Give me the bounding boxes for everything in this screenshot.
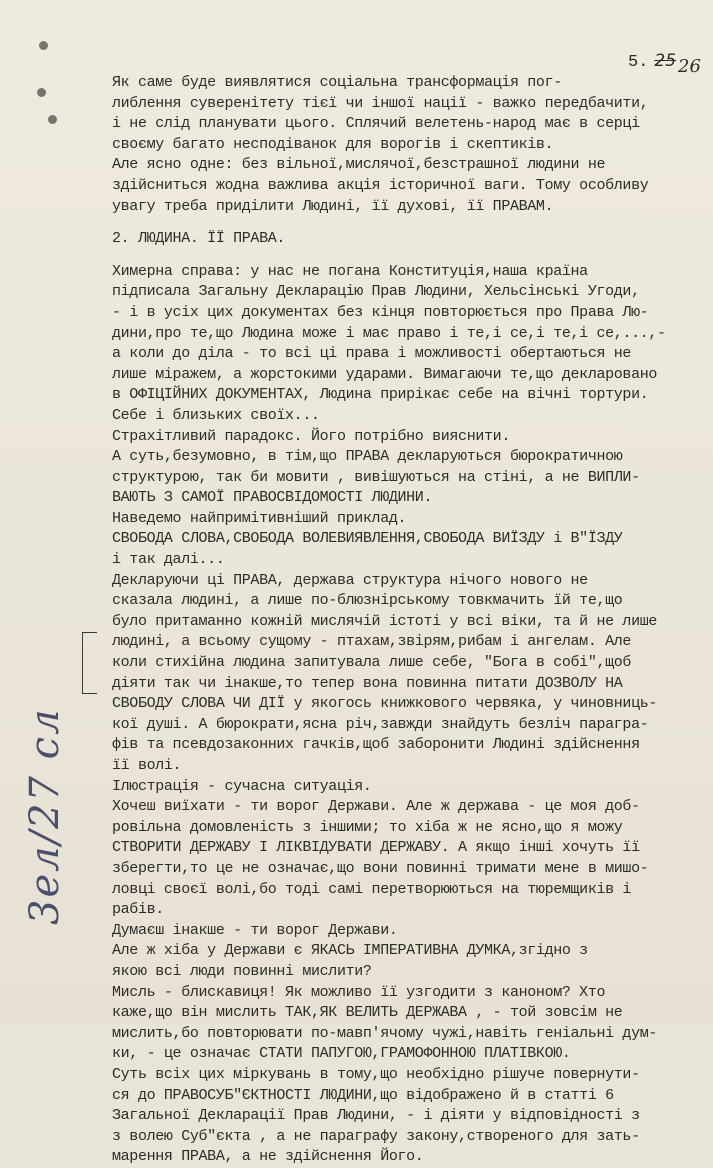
text-line: Наведемо найпримітивніший приклад. bbox=[112, 509, 407, 527]
line-gap bbox=[112, 250, 704, 262]
page-number bbox=[628, 50, 701, 77]
text-line: Але ясно одне: без вільної,мислячої,безстрашної людини не bbox=[112, 156, 606, 174]
text-line: структурою, так би мовити , вивішуються на стіні, а не ВИПЛИ- bbox=[112, 468, 640, 486]
punch-hole bbox=[48, 115, 57, 124]
text-line: діяти так чи інакше,то тепер вона повинна питати ДОЗВОЛУ НА bbox=[112, 674, 623, 692]
text-line: якою всі люди повинні мислити? bbox=[112, 962, 372, 980]
text-line: СТВОРИТИ ДЕРЖАВУ І ЛІКВІДУВАТИ ДЕРЖАВУ. А якщо інші хочуть її bbox=[112, 839, 640, 857]
text-line: і не слід планувати цього. Сплячий велетень-народ має в серці bbox=[112, 115, 640, 133]
text-line: коли стихійна людина запитувала лише себе, "Бога в собі",щоб bbox=[112, 654, 632, 672]
text-line: своєму багато несподіванок для ворогів і скептиків. bbox=[112, 135, 554, 153]
text-line: здійсниться жодна важлива акція історичної ваги. Тому особливу bbox=[112, 176, 649, 194]
text-line: кої душі. А бюрократи,ясна річ,завжди знайдуть безліч парагра- bbox=[112, 715, 649, 733]
text-line: Страхітливий парадокс. Його потрібно вияснити. bbox=[112, 427, 510, 445]
text-line: лише міражем, а жорстокими ударами. Вимагаючи те,що декларовано bbox=[112, 365, 658, 383]
text-line: сказала людині, а лише по-блюзнірському товкмачить їй те,що bbox=[112, 592, 623, 610]
text-line: в ОФІЦІЙНИХ ДОКУМЕНТАХ, Людина прирікає себе на вічні тортури. bbox=[112, 386, 649, 404]
text-line: фів та псевдозаконних гачків,щоб заборонити Людині здійснення bbox=[112, 736, 640, 754]
text-line: Як саме буде виявлятися соціальна трансформація пог- bbox=[112, 74, 562, 91]
text-line: ки, - це означає СТАТИ ПАПУГОЮ,ГРАМОФОННОЮ ПЛАТІВКОЮ. bbox=[112, 1045, 571, 1063]
text-line: 2. ЛЮДИНА. ЇЇ ПРАВА. bbox=[112, 230, 286, 248]
page-number-typed: 5. bbox=[628, 53, 649, 72]
text-line: ВАЮТЬ З САМОЇ ПРАВОСВІДОМОСТІ ЛЮДИНИ. bbox=[112, 489, 433, 507]
text-line: Химерна справа: у нас не погана Конституція,наша країна bbox=[112, 262, 588, 280]
text-line: ловці своєї волі,бо тоді самі перетворюються на тюремщиків і bbox=[112, 880, 632, 898]
text-line: було притаманно кожній мислячій істоті у всі віки, та й не лише bbox=[112, 612, 658, 630]
text-line: рабів. bbox=[112, 901, 164, 919]
text-line: А суть,безумовно, в тім,що ПРАВА декларуються бюрократичною bbox=[112, 448, 623, 466]
text-line: Ілюстрація - сучасна ситуація. bbox=[112, 777, 372, 795]
margin-handwritten-note bbox=[8, 640, 78, 930]
text-line: Суть всіх цих міркувань в тому,що необхідно рішуче повернути- bbox=[112, 1065, 640, 1083]
text-line: Загальної Декларації Прав Людини, - і діяти у відповідності з bbox=[112, 1107, 640, 1125]
text-line: каже,що він мислить ТАК,ЯК ВЕЛИТЬ ДЕРЖАВА , - той зовсім не bbox=[112, 1004, 623, 1022]
text-line: - і в усіх цих документах без кінця повторюється про Права Лю- bbox=[112, 303, 649, 321]
line-gap bbox=[112, 217, 704, 229]
text-line: Хочеш виїхати - ти ворог Держави. Але ж держава - це моя доб- bbox=[112, 798, 640, 816]
text-line: і так далі... bbox=[112, 551, 225, 569]
margin-bracket bbox=[82, 632, 97, 694]
text-line: людині, а всьому сущому - птахам,звірям,рибам і ангелам. Але bbox=[112, 633, 632, 651]
text-line: СВОБОДА СЛОВА,СВОБОДА ВОЛЕВИЯВЛЕННЯ,СВОБОДА ВИЇЗДУ і В"ЇЗДУ bbox=[112, 530, 623, 548]
text-line: з волею Суб"єкта , а не параграфу закону,створеного для зать- bbox=[112, 1127, 640, 1145]
punch-hole bbox=[39, 41, 48, 50]
text-line: марення ПРАВА, а не здійснення Його. bbox=[112, 1148, 424, 1166]
text-line: СВОБОДУ СЛОВА ЧИ ДІЇ у якогось книжкового червяка, у чиновниць- bbox=[112, 695, 658, 713]
text-line: Себе і близьких своїх... bbox=[112, 406, 320, 424]
typed-text-body bbox=[112, 73, 704, 1168]
punch-hole bbox=[37, 88, 46, 97]
text-line: її волі. bbox=[112, 757, 182, 774]
text-line: ровільна домовленість з іншими; то хіба ж не ясно,що я можу bbox=[112, 818, 623, 836]
text-line: Думаєш інакше - ти ворог Держави. bbox=[112, 921, 398, 939]
text-line: мислить,бо повторювати по-мавп'ячому чужі,навіть геніальні дум- bbox=[112, 1024, 658, 1042]
page-number-handwritten: 26 bbox=[678, 56, 701, 77]
text-line: зберегти,то це не означає,що вони повинні тримати мене в мишо- bbox=[112, 859, 649, 877]
text-line: Декларуючи ці ПРАВА, держава структура нічого нового не bbox=[112, 571, 588, 589]
text-line: Але ж хіба у Держави є ЯКАСЬ ІМПЕРАТИВНА ДУМКА,згідно з bbox=[112, 942, 588, 960]
text-line: либлення суверенітету тієї чи іншої нації - важко передбачити, bbox=[112, 94, 649, 112]
page-number-struck: 25 bbox=[654, 51, 677, 71]
text-line: підписала Загальну Декларацію Прав Людини, Хельсінські Угоди, bbox=[112, 283, 640, 301]
text-line: увагу треба приділити Людині, її духові, її ПРАВАМ. bbox=[112, 197, 554, 215]
margin-note-text: 3ел/27 сл bbox=[22, 707, 68, 925]
text-line: Мисль - блискавиця! Як можливо її узгодити з каноном? Хто bbox=[112, 983, 606, 1001]
text-line: а коли до діла - то всі ці права і можливості обертаються не bbox=[112, 345, 632, 363]
text-line: дини,про те,що Людина може і має право і те,і се,і те,і се,...,- bbox=[112, 324, 666, 342]
text-line: ся до ПРАВОСУБ"ЄКТНОСТІ ЛЮДИНИ,що відображено й в статті 6 bbox=[112, 1086, 614, 1104]
